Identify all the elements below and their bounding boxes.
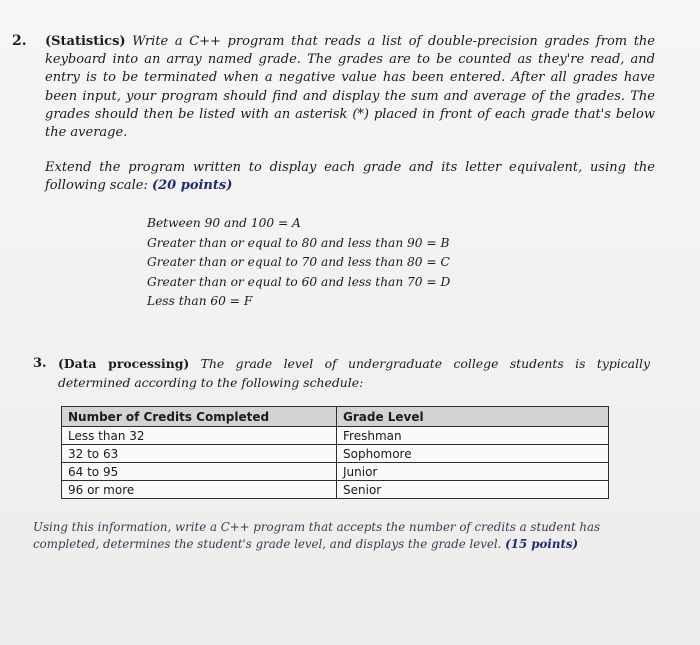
question-2-tag: (Statistics) xyxy=(45,34,126,49)
credits-table xyxy=(61,406,609,499)
question-3-footer-text: Using this information, write a C++ program that accepts the number of credits a student has completed, determines the student's grade level, and displays the grade level. xyxy=(33,520,601,551)
table-row xyxy=(62,481,609,499)
table-header-credits: Number of Credits Completed xyxy=(62,407,337,427)
table-row xyxy=(62,463,609,481)
question-2-extend-text: Extend the program written to display each grade and its letter equivalent, using the following scale: xyxy=(45,160,655,194)
grade-scale xyxy=(147,214,450,312)
question-3-instructions xyxy=(33,519,633,553)
question-3-points: (15 points) xyxy=(505,537,579,551)
grade-scale-line: Less than 60 = F xyxy=(147,294,253,309)
table-cell-grade: Sophomore xyxy=(337,445,609,463)
table-row xyxy=(62,445,609,463)
table-cell-credits: 32 to 63 xyxy=(62,445,337,463)
grade-scale-line: Greater than or equal to 80 and less than 90 = B xyxy=(147,235,450,250)
grade-scale-line: Between 90 and 100 = A xyxy=(147,216,301,230)
table-cell-grade: Senior xyxy=(337,481,609,499)
grade-scale-line: Greater than or equal to 60 and less than 70 = D xyxy=(147,274,451,289)
table-cell-credits: 64 to 95 xyxy=(62,463,337,481)
question-2-points: (20 points) xyxy=(151,178,233,194)
table-cell-grade: Freshman xyxy=(337,427,609,445)
table-header-row xyxy=(62,407,609,427)
question-3-tag: (Data processing) xyxy=(58,356,190,371)
question-2-paragraph xyxy=(45,33,655,142)
table-cell-credits: 96 or more xyxy=(62,481,337,499)
table-cell-credits: Less than 32 xyxy=(62,427,337,445)
table-header-grade-level: Grade Level xyxy=(337,407,609,427)
table-cell-grade: Junior xyxy=(337,463,609,481)
question-2-extension xyxy=(45,159,655,195)
table-row xyxy=(62,427,609,445)
question-3-number: 3. xyxy=(33,356,47,371)
grade-scale-line: Greater than or equal to 70 and less than 80 = C xyxy=(147,255,450,270)
question-3-body: The grade level of undergraduate college students is typically determined according to the following schedule: xyxy=(58,356,650,390)
question-2-body: Write a C++ program that reads a list of double-precision grades from the keyboard into an array named grade. The grades are to be counted as they're read, and entry is to be terminated when a negative value has been entered. After all grades have been input, your program should find and display the sum and average of the grades. The grades should then be listed with an asterisk (*) placed in front of each grade that's below the average. xyxy=(45,34,655,141)
question-2-number: 2. xyxy=(12,33,27,49)
question-3-paragraph xyxy=(58,354,650,392)
